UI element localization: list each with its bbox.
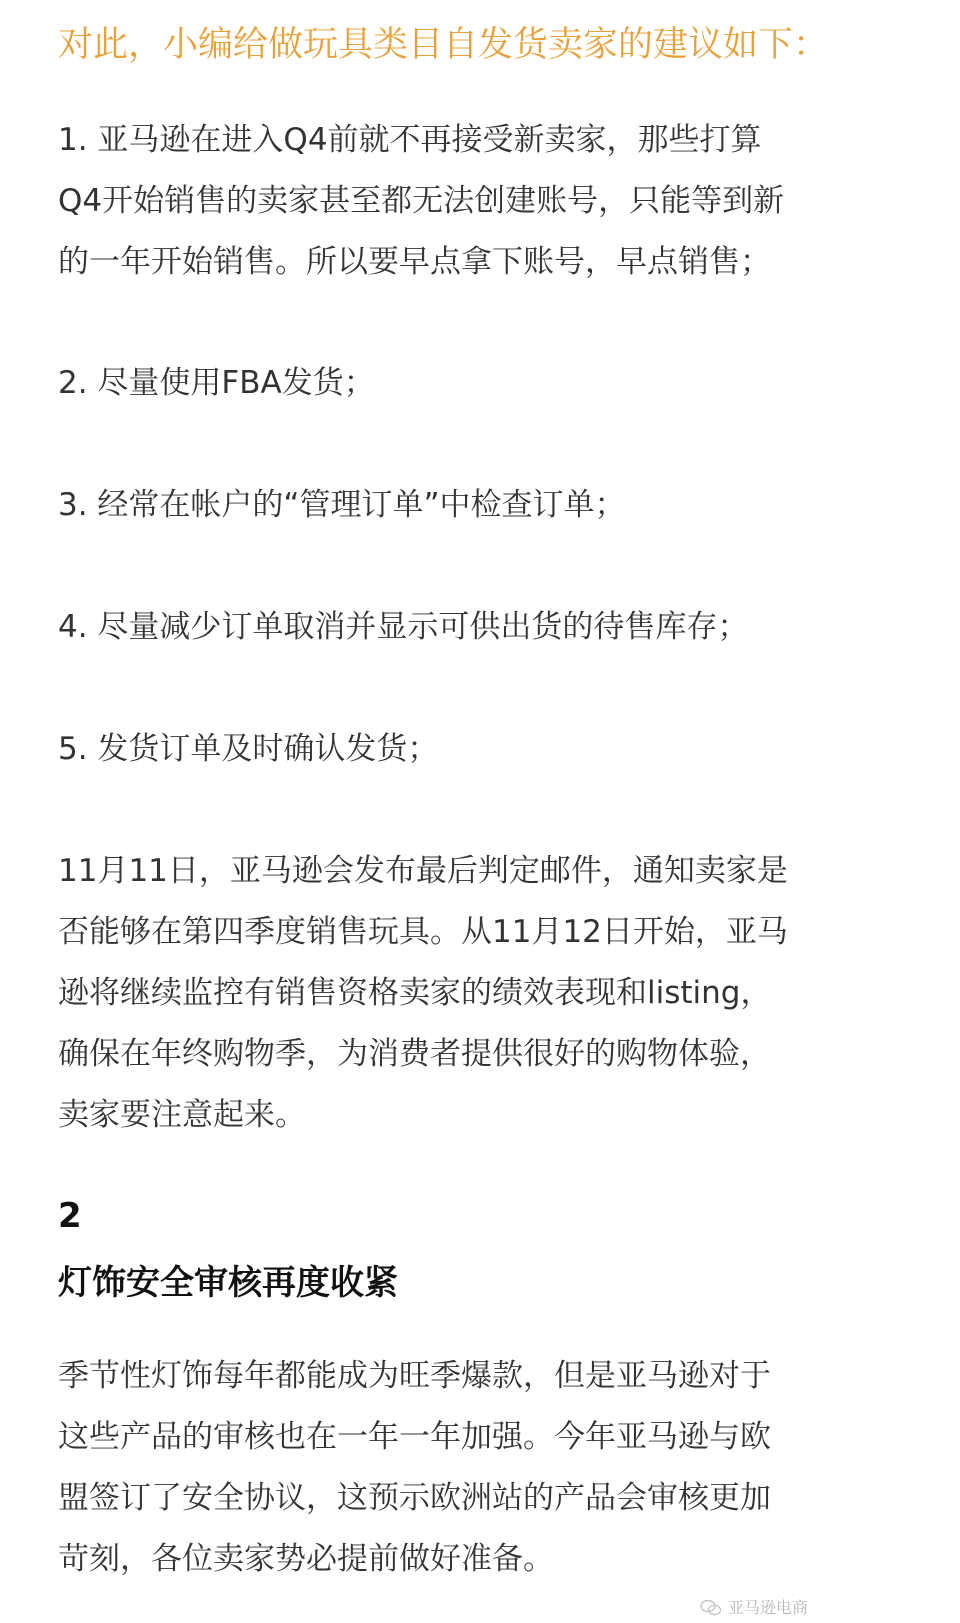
wechat-icon <box>700 1599 722 1617</box>
notice-line-1: 11月11日，亚马逊会发布最后判定邮件，通知卖家是 <box>58 853 788 889</box>
tip-4 <box>58 597 748 658</box>
tip-2 <box>58 353 375 414</box>
tip-1-line-2: Q4开始销售的卖家甚至都无法创建账号，只能等到新 <box>58 183 785 219</box>
notice-line-2: 否能够在第四季度销售玩具。从11月12日开始，亚马 <box>58 914 788 950</box>
watermark <box>700 1596 808 1620</box>
intro-heading: 对此，小编给做玩具类目自发货卖家的建议如下： <box>58 25 829 65</box>
section-body-line-2: 这些产品的审核也在一年一年加强。今年亚马逊与欧 <box>58 1419 771 1455</box>
notice-line-5: 卖家要注意起来。 <box>58 1097 306 1133</box>
notice-paragraph <box>58 841 788 1146</box>
tip-5 <box>58 719 438 780</box>
section-body <box>58 1346 771 1590</box>
tip-1-line-3: 的一年开始销售。所以要早点拿下账号，早点销售； <box>58 244 771 280</box>
section-body-line-1: 季节性灯饰每年都能成为旺季爆款，但是亚马逊对于 <box>58 1358 771 1394</box>
section-number: 2 <box>58 1196 82 1236</box>
tip-4-line-1: 4. 尽量减少订单取消并显示可供出货的待售库存； <box>58 609 749 645</box>
notice-line-3: 逊将继续监控有销售资格卖家的绩效表现和listing， <box>58 975 772 1011</box>
tip-2-line-1: 2. 尽量使用FBA发货； <box>58 365 375 401</box>
watermark-text: 亚马逊电商 <box>728 1598 809 1617</box>
tip-1 <box>58 110 784 293</box>
tip-5-line-1: 5. 发货订单及时确认发货； <box>58 731 439 767</box>
section-body-line-4: 苛刻，各位卖家势必提前做好准备。 <box>58 1541 554 1577</box>
notice-line-4: 确保在年终购物季，为消费者提供很好的购物体验， <box>58 1036 771 1072</box>
tip-1-line-1: 1. 亚马逊在进入Q4前就不再接受新卖家，那些打算 <box>58 122 762 158</box>
section-body-line-3: 盟签订了安全协议，这预示欧洲站的产品会审核更加 <box>58 1480 771 1516</box>
tip-3 <box>58 475 626 536</box>
tip-3-line-1: 3. 经常在帐户的“管理订单”中检查订单； <box>58 487 626 523</box>
section-title: 灯饰安全审核再度收紧 <box>58 1263 398 1303</box>
